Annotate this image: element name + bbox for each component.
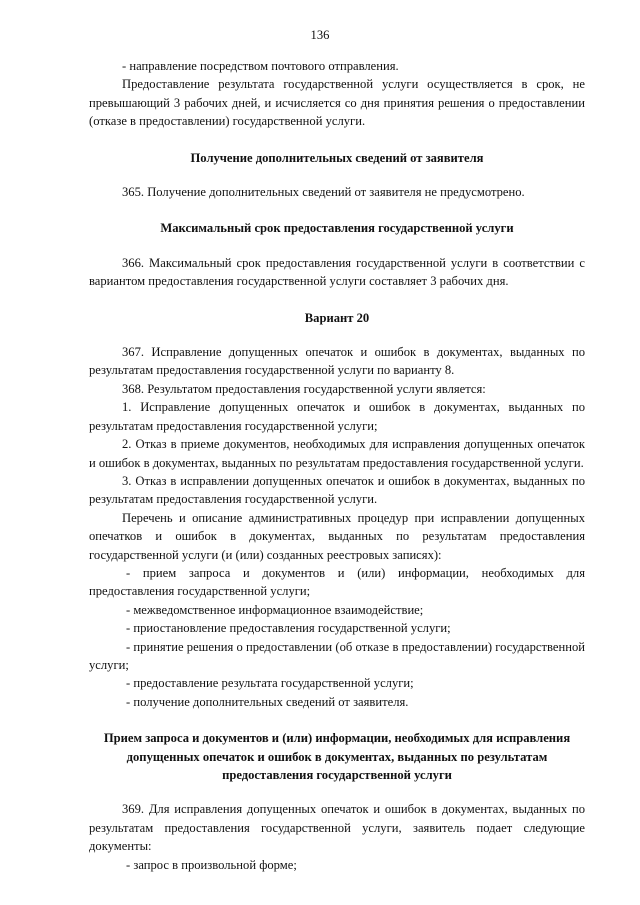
list-item: - получение дополнительных сведений от заявителя. bbox=[126, 694, 409, 709]
list-item: 1. Исправление допущенных опечаток и ошибок в документах, выданных по результатам предоставления государственной услуги; bbox=[89, 400, 585, 433]
section-heading: Максимальный срок предоставления государственной услуги bbox=[160, 221, 514, 236]
list-item: - межведомственное информационное взаимодействие; bbox=[126, 602, 424, 617]
paragraph: 369. Для исправления допущенных опечаток и ошибок в документах, выданных по результатам предоставления государственной услуги, заявитель подает следующие документы: bbox=[89, 802, 585, 854]
list-item: - запрос в произвольной форме; bbox=[126, 857, 297, 872]
paragraph: Предоставление результата государственной услуги осуществляется в срок, не превышающий 3 рабочих дней, и исчисляется со дня принятия решения о предоставлении (отказе в предоставлении) государственной услуги. bbox=[89, 77, 585, 129]
paragraph: Перечень и описание административных процедур при исправлении допущенных опечатков и ошибок в документах, выданных по результатам предоставления государственной услуги (и (или) созданных реестровых записях): bbox=[89, 510, 585, 562]
paragraph: 365. Получение дополнительных сведений от заявителя не предусмотрено. bbox=[122, 185, 525, 200]
list-item: - прием запроса и документов и (или) информации, необходимых для предоставления государственной услуги; bbox=[89, 565, 585, 599]
list-item: 3. Отказ в исправлении допущенных опечаток и ошибок в документах, выданных по результатам предоставления государственной услуги. bbox=[89, 473, 585, 507]
paragraph: - направление посредством почтового отправления. bbox=[122, 59, 399, 73]
document-body bbox=[89, 57, 585, 874]
paragraph: 367. Исправление допущенных опечаток и ошибок в документах, выданных по результатам предоставления государственной услуги по варианту 8. bbox=[89, 345, 585, 378]
section-heading: Вариант 20 bbox=[304, 310, 370, 325]
section-heading: Получение дополнительных сведений от заявителя bbox=[190, 150, 484, 165]
paragraph: 366. Максимальный срок предоставления государственной услуги в соответствии с вариантом предоставления государственной услуги составляет 3 рабочих дня. bbox=[89, 255, 585, 289]
list-item: - приостановление предоставления государственной услуги; bbox=[126, 621, 451, 636]
page-number: 136 bbox=[310, 28, 330, 42]
section-heading: Прием запроса и документов и (или) информации, необходимых для исправления допущенных опечаток и ошибок в документах, выданных по результатам предоставления государственной услуги bbox=[103, 731, 571, 782]
list-item: - предоставление результата государственной услуги; bbox=[126, 676, 414, 691]
paragraph: 368. Результатом предоставления государственной услуги является: bbox=[122, 381, 486, 396]
list-item: - принятие решения о предоставлении (об отказе в предоставлении) государственной услуги; bbox=[89, 639, 585, 672]
list-item: 2. Отказ в приеме документов, необходимых для исправления допущенных опечаток и ошибок в документах, выданных по результатам предоставления государственной услуги. bbox=[89, 437, 585, 470]
